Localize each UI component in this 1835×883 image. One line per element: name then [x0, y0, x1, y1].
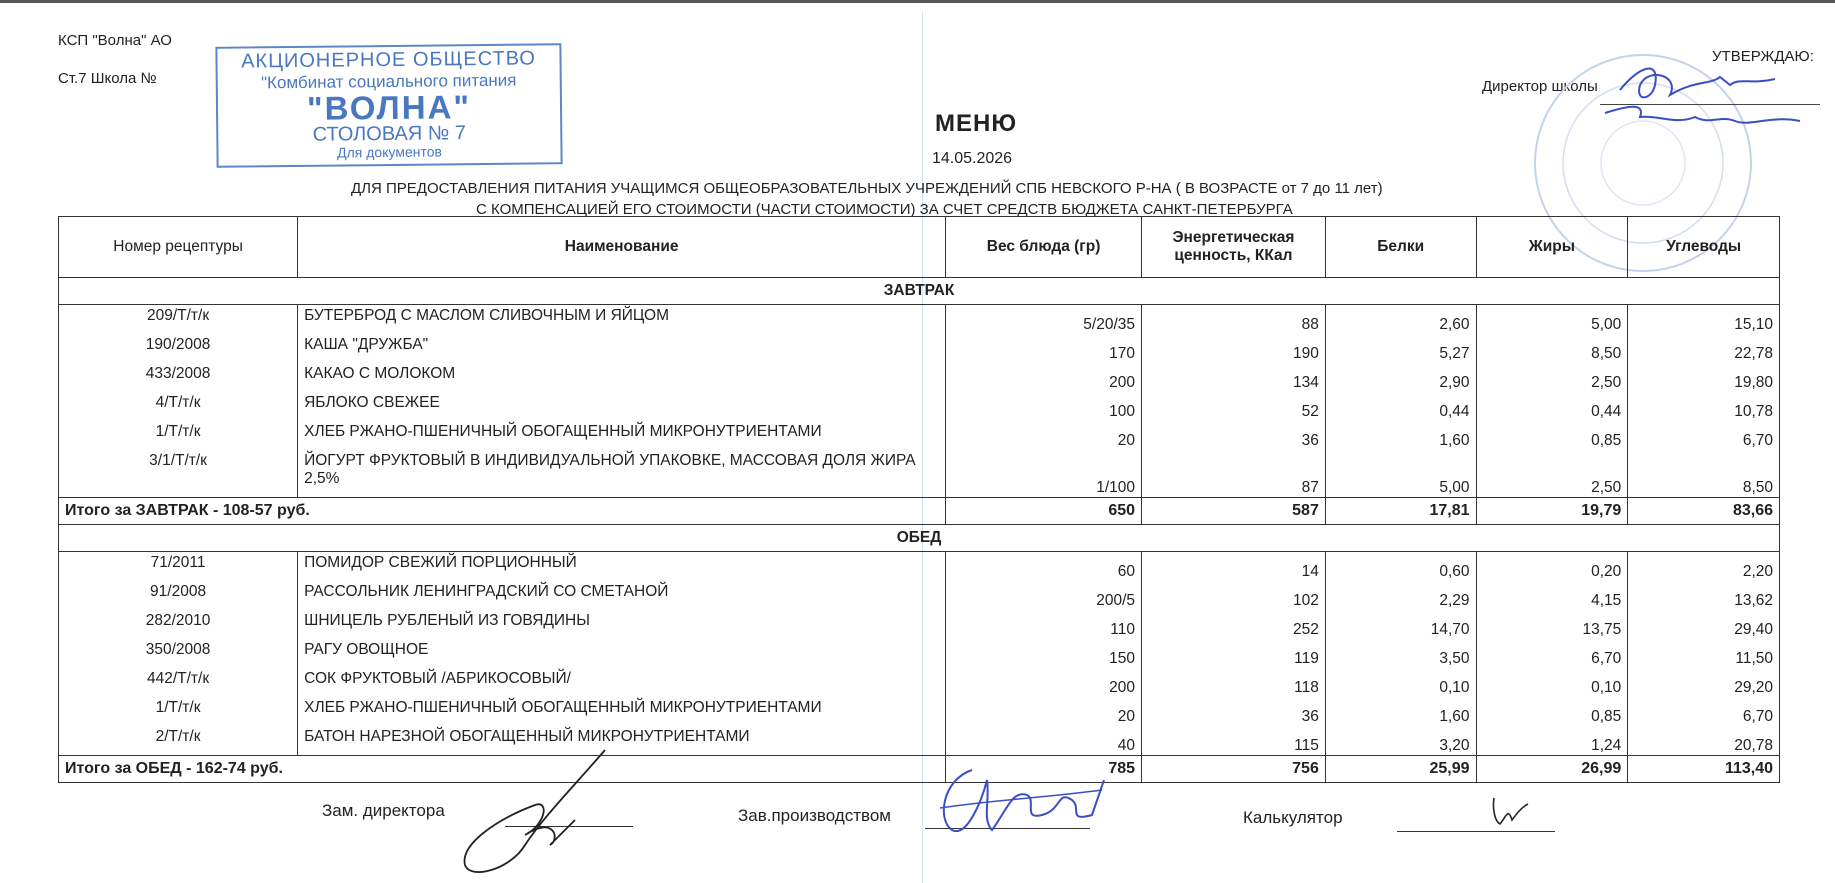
calculator-label: Калькулятор	[1243, 808, 1343, 827]
dish-energy: 252	[1142, 610, 1326, 639]
document-title: МЕНЮ	[935, 110, 1018, 137]
table-row	[59, 392, 1780, 421]
dish-carbs: 6,70	[1628, 421, 1780, 450]
organization-stamp	[215, 43, 562, 168]
dish-name: ШНИЦЕЛЬ РУБЛЕНЫЙ ИЗ ГОВЯДИНЫ	[298, 610, 946, 639]
dish-fat: 0,10	[1476, 668, 1628, 697]
recipe-code: 1/Т/т/к	[59, 421, 298, 450]
dish-energy: 102	[1142, 581, 1326, 610]
dish-fat: 0,85	[1476, 421, 1628, 450]
col-fat-header: Жиры	[1476, 217, 1628, 278]
dish-fat: 0,20	[1476, 552, 1628, 582]
approval-label: УТВЕРЖДАЮ:	[1712, 48, 1814, 65]
dish-energy: 118	[1142, 668, 1326, 697]
total-fat: 26,99	[1476, 756, 1628, 783]
col-carbs-header: Углеводы	[1628, 217, 1780, 278]
section-title: ОБЕД	[59, 525, 1780, 552]
total-protein: 25,99	[1325, 756, 1476, 783]
dish-protein: 14,70	[1325, 610, 1476, 639]
table-row	[59, 726, 1780, 756]
total-fat: 19,79	[1476, 498, 1628, 525]
dish-fat: 5,00	[1476, 305, 1628, 335]
dish-carbs: 19,80	[1628, 363, 1780, 392]
dish-protein: 3,50	[1325, 639, 1476, 668]
dish-fat: 0,85	[1476, 697, 1628, 726]
dish-name: ПОМИДОР СВЕЖИЙ ПОРЦИОННЫЙ	[298, 552, 946, 582]
dish-name: КАКАО С МОЛОКОМ	[298, 363, 946, 392]
recipe-code: 1/Т/т/к	[59, 697, 298, 726]
table-row	[59, 639, 1780, 668]
dish-protein: 0,60	[1325, 552, 1476, 582]
dish-protein: 0,44	[1325, 392, 1476, 421]
dish-carbs: 6,70	[1628, 697, 1780, 726]
dish-protein: 2,29	[1325, 581, 1476, 610]
dish-weight: 60	[946, 552, 1142, 582]
table-row	[59, 363, 1780, 392]
dish-name: ХЛЕБ РЖАНО-ПШЕНИЧНЫЙ ОБОГАЩЕННЫЙ МИКРОНУТРИЕНТАМИ	[298, 421, 946, 450]
col-weight-header: Вес блюда (гр)	[946, 217, 1142, 278]
dish-fat: 8,50	[1476, 334, 1628, 363]
school-number: Ст.7 Школа №	[58, 70, 157, 87]
table-row	[59, 610, 1780, 639]
recipe-code: 209/Т/т/к	[59, 305, 298, 335]
dish-carbs: 8,50	[1628, 450, 1780, 498]
dish-energy: 52	[1142, 392, 1326, 421]
stamp-line-5: Для документов	[336, 143, 442, 161]
dish-protein: 5,27	[1325, 334, 1476, 363]
total-weight: 785	[946, 756, 1142, 783]
dish-name: ХЛЕБ РЖАНО-ПШЕНИЧНЫЙ ОБОГАЩЕННЫЙ МИКРОНУТРИЕНТАМИ	[298, 697, 946, 726]
dish-weight: 5/20/35	[946, 305, 1142, 335]
total-protein: 17,81	[1325, 498, 1476, 525]
dish-energy: 87	[1142, 450, 1326, 498]
stamp-line-3: "ВОЛНА"	[306, 88, 472, 127]
dish-name: ЙОГУРТ ФРУКТОВЫЙ В ИНДИВИДУАЛЬНОЙ УПАКОВКЕ, МАССОВАЯ ДОЛЯ ЖИРА 2,5%	[298, 450, 946, 498]
stamp-line-2: "Комбинат социального питания	[260, 70, 517, 93]
table-row	[59, 450, 1780, 498]
dish-carbs: 11,50	[1628, 639, 1780, 668]
total-weight: 650	[946, 498, 1142, 525]
dish-weight: 100	[946, 392, 1142, 421]
dish-fat: 2,50	[1476, 363, 1628, 392]
dish-energy: 134	[1142, 363, 1326, 392]
dish-name: КАША "ДРУЖБА"	[298, 334, 946, 363]
table-row	[59, 552, 1780, 582]
total-row	[59, 498, 1780, 525]
dish-energy: 119	[1142, 639, 1326, 668]
subtitle-line-1: ДЛЯ ПРЕДОСТАВЛЕНИЯ ПИТАНИЯ УЧАЩИМСЯ ОБЩЕОБРАЗОВАТЕЛЬНЫХ УЧРЕЖДЕНИЙ СПБ НЕВСКОГО Р-НА ( В ВОЗРАСТЕ от 7 до 11 лет)	[351, 180, 1383, 197]
dish-protein: 5,00	[1325, 450, 1476, 498]
dish-carbs: 29,20	[1628, 668, 1780, 697]
dish-carbs: 13,62	[1628, 581, 1780, 610]
organization-name: КСП "Волна" АО	[58, 32, 172, 49]
dish-energy: 36	[1142, 421, 1326, 450]
dish-fat: 13,75	[1476, 610, 1628, 639]
dish-carbs: 2,20	[1628, 552, 1780, 582]
recipe-code: 3/1/Т/т/к	[59, 450, 298, 498]
dish-weight: 200/5	[946, 581, 1142, 610]
table-header-row	[59, 217, 1780, 278]
dish-protein: 0,10	[1325, 668, 1476, 697]
top-border	[0, 0, 1835, 3]
dish-name: ЯБЛОКО СВЕЖЕЕ	[298, 392, 946, 421]
dish-protein: 1,60	[1325, 697, 1476, 726]
dish-energy: 14	[1142, 552, 1326, 582]
recipe-code: 433/2008	[59, 363, 298, 392]
dish-weight: 20	[946, 697, 1142, 726]
table-row	[59, 697, 1780, 726]
director-signature-line	[1600, 104, 1820, 105]
production-signature-icon	[932, 760, 1112, 850]
dish-protein: 1,60	[1325, 421, 1476, 450]
total-label: Итого за ЗАВТРАК - 108-57 руб.	[59, 498, 946, 525]
recipe-code: 4/Т/т/к	[59, 392, 298, 421]
table-row	[59, 668, 1780, 697]
director-label: Директор школы	[1482, 78, 1598, 95]
dish-energy: 36	[1142, 697, 1326, 726]
document-date: 14.05.2026	[932, 150, 1013, 167]
dish-carbs: 22,78	[1628, 334, 1780, 363]
dish-protein: 2,90	[1325, 363, 1476, 392]
recipe-code: 442/Т/т/к	[59, 668, 298, 697]
dish-carbs: 29,40	[1628, 610, 1780, 639]
section-row	[59, 278, 1780, 305]
dish-protein: 2,60	[1325, 305, 1476, 335]
dish-weight: 1/100	[946, 450, 1142, 498]
dish-protein: 3,20	[1325, 726, 1476, 756]
col-energy-header: Энергетическая ценность, ККал	[1142, 217, 1326, 278]
dish-weight: 20	[946, 421, 1142, 450]
deputy-signature-icon	[455, 745, 635, 883]
total-row	[59, 756, 1780, 783]
col-name-header: Наименование	[298, 217, 946, 278]
dish-carbs: 10,78	[1628, 392, 1780, 421]
table-row	[59, 305, 1780, 335]
dish-energy: 190	[1142, 334, 1326, 363]
dish-weight: 200	[946, 668, 1142, 697]
dish-weight: 110	[946, 610, 1142, 639]
dish-fat: 1,24	[1476, 726, 1628, 756]
stamp-line-4: СТОЛОВАЯ № 7	[312, 122, 467, 146]
total-carbs: 83,66	[1628, 498, 1780, 525]
dish-weight: 170	[946, 334, 1142, 363]
menu-table	[58, 216, 1780, 783]
col-code-header: Номер рецептуры	[59, 217, 298, 278]
dish-energy: 88	[1142, 305, 1326, 335]
deputy-director-label: Зам. директора	[322, 801, 445, 820]
dish-fat: 2,50	[1476, 450, 1628, 498]
dish-name: СОК ФРУКТОВЫЙ /АБРИКОСОВЫЙ/	[298, 668, 946, 697]
section-row	[59, 525, 1780, 552]
director-signature-icon	[1600, 55, 1830, 145]
subtitle-line-2: С КОМПЕНСАЦИЕЙ ЕГО СТОИМОСТИ (ЧАСТИ СТОИМОСТИ) ЗА СЧЕТ СРЕДСТВ БЮДЖЕТА САНКТ-ПЕТЕРБУРГА	[476, 201, 1293, 218]
recipe-code: 350/2008	[59, 639, 298, 668]
recipe-code: 71/2011	[59, 552, 298, 582]
total-carbs: 113,40	[1628, 756, 1780, 783]
production-manager-label: Зав.производством	[738, 806, 891, 825]
dish-name: РАССОЛЬНИК ЛЕНИНГРАДСКИЙ СО СМЕТАНОЙ	[298, 581, 946, 610]
menu-body	[59, 278, 1780, 783]
total-energy: 587	[1142, 498, 1326, 525]
dish-energy: 115	[1142, 726, 1326, 756]
total-energy: 756	[1142, 756, 1326, 783]
recipe-code: 2/Т/т/к	[59, 726, 298, 756]
dish-weight: 40	[946, 726, 1142, 756]
table-row	[59, 334, 1780, 363]
recipe-code: 282/2010	[59, 610, 298, 639]
dish-name: БУТЕРБРОД С МАСЛОМ СЛИВОЧНЫМ И ЯЙЦОМ	[298, 305, 946, 335]
section-title: ЗАВТРАК	[59, 278, 1780, 305]
recipe-code: 91/2008	[59, 581, 298, 610]
dish-fat: 6,70	[1476, 639, 1628, 668]
dish-weight: 200	[946, 363, 1142, 392]
stamp-line-1: АКЦИОНЕРНОЕ ОБЩЕСТВО	[241, 47, 537, 73]
table-row	[59, 581, 1780, 610]
dish-carbs: 15,10	[1628, 305, 1780, 335]
recipe-code: 190/2008	[59, 334, 298, 363]
col-protein-header: Белки	[1325, 217, 1476, 278]
dish-name: БАТОН НАРЕЗНОЙ ОБОГАЩЕННЫЙ МИКРОНУТРИЕНТАМИ	[298, 726, 946, 756]
dish-fat: 0,44	[1476, 392, 1628, 421]
dish-carbs: 20,78	[1628, 726, 1780, 756]
dish-fat: 4,15	[1476, 581, 1628, 610]
calculator-signature-icon	[1488, 792, 1548, 832]
table-row	[59, 421, 1780, 450]
total-label: Итого за ОБЕД - 162-74 руб.	[59, 756, 946, 783]
dish-weight: 150	[946, 639, 1142, 668]
dish-name: РАГУ ОВОЩНОЕ	[298, 639, 946, 668]
